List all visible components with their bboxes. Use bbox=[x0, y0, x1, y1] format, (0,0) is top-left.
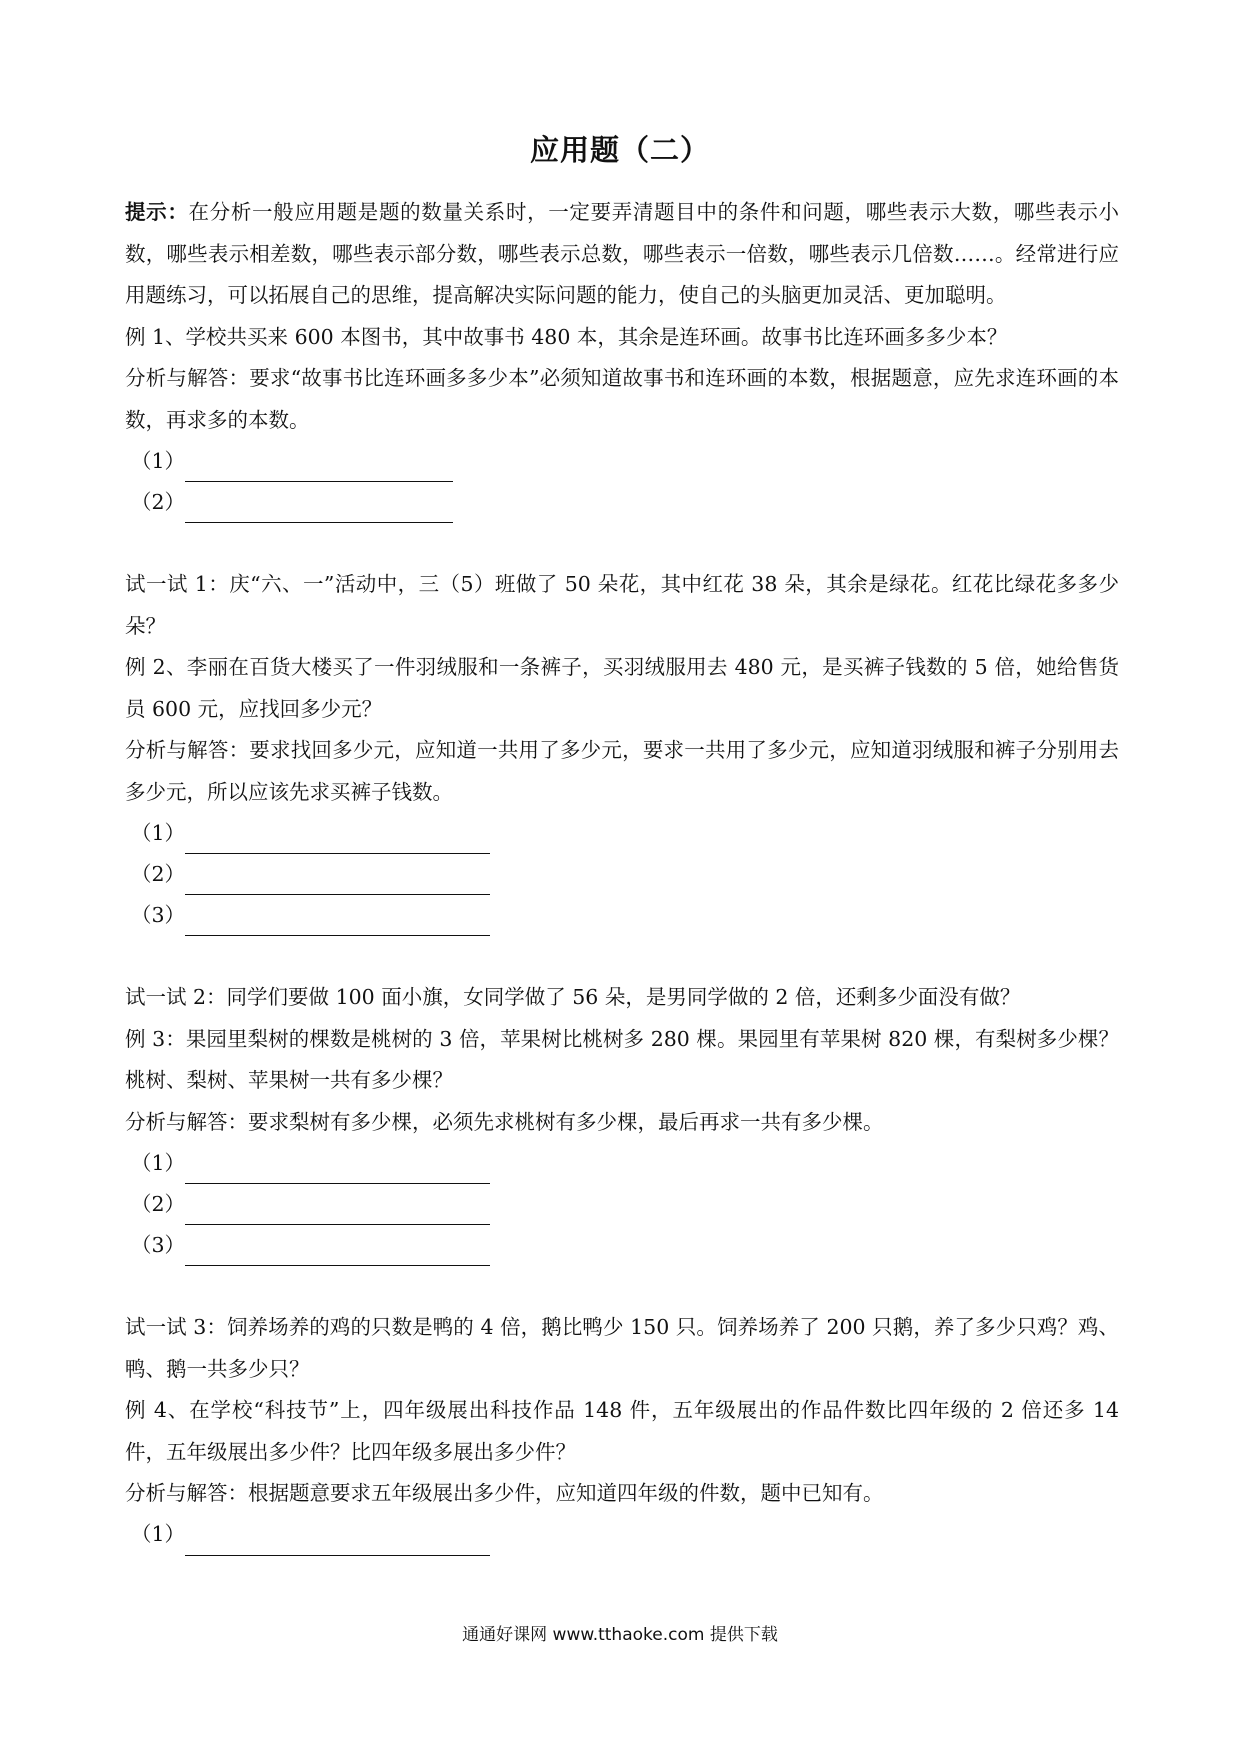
answer-blank bbox=[125, 813, 1119, 854]
blank-number: （2） bbox=[131, 861, 186, 886]
answer-blank bbox=[125, 1225, 1119, 1266]
blank-number: （2） bbox=[131, 489, 186, 514]
answer-line bbox=[185, 866, 490, 895]
example-4-analysis: 分析与解答：根据题意要求五年级展出多少件，应知道四年级的件数，题中已知有。 bbox=[125, 1481, 884, 1505]
page-footer: 通通好课网 www.tthaoke.com 提供下载 bbox=[462, 1625, 778, 1645]
example-4-question: 例 4、在学校“科技节”上，四年级展出科技作品 148 件，五年级展出的作品件数比四年级的 2 倍还多 14 件，五年级展出多少件？比四年级多展出多少件？ bbox=[125, 1398, 1119, 1464]
answer-line bbox=[185, 1527, 490, 1556]
answer-line bbox=[185, 1237, 490, 1266]
document-body bbox=[125, 192, 1119, 1556]
answer-blank bbox=[125, 895, 1119, 936]
answer-line bbox=[185, 1196, 490, 1225]
answer-line bbox=[185, 825, 490, 854]
try-2-question: 试一试 2：同学们要做 100 面小旗，女同学做了 56 朵，是男同学做的 2 倍，还剩多少面没有做？ bbox=[125, 985, 1021, 1009]
answer-blank bbox=[125, 1515, 1119, 1556]
answer-blank bbox=[125, 441, 1119, 482]
blank-number: （3） bbox=[131, 902, 186, 927]
blank-number: （2） bbox=[131, 1191, 186, 1216]
hint-paragraph bbox=[125, 192, 1119, 317]
answer-blank bbox=[125, 1143, 1119, 1184]
example-2-question: 例 2、李丽在百货大楼买了一件羽绒服和一条裤子，买羽绒服用去 480 元，是买裤子钱数的 5 倍，她给售货员 600 元，应找回多少元？ bbox=[125, 655, 1119, 721]
hint-label: 提示： bbox=[125, 200, 189, 224]
example-3-analysis: 分析与解答：要求梨树有多少棵，必须先求桃树有多少棵，最后再求一共有多少棵。 bbox=[125, 1109, 884, 1134]
hint-text: 在分析一般应用题是题的数量关系时，一定要弄清题目中的条件和问题，哪些表示大数，哪些表示小数，哪些表示相差数，哪些表示部分数，哪些表示总数，哪些表示一倍数，哪些表示几倍数……。经常进行应用题练习，可以拓展自己的思维，提高解决实际问题的能力，使自己的头脑更加灵活、更加聪明。 bbox=[125, 200, 1120, 307]
try-1-question: 试一试 1：庆“六、一”活动中，三（5）班做了 50 朵花，其中红花 38 朵，其余是绿花。红花比绿花多多少朵？ bbox=[125, 572, 1119, 638]
example-1-analysis: 分析与解答：要求“故事书比连环画多多少本”必须知道故事书和连环画的本数，根据题意，应先求连环画的本数，再求多的本数。 bbox=[125, 366, 1119, 432]
page-title: 应用题（二） bbox=[529, 133, 710, 167]
answer-blank bbox=[125, 482, 1119, 523]
answer-line bbox=[185, 907, 490, 936]
answer-line bbox=[185, 494, 453, 523]
answer-line bbox=[185, 453, 453, 482]
answer-blank bbox=[125, 1184, 1119, 1225]
answer-line bbox=[185, 1155, 490, 1184]
example-2-analysis: 分析与解答：要求找回多少元，应知道一共用了多少元，要求一共用了多少元，应知道羽绒服和裤子分别用去多少元，所以应该先求买裤子钱数。 bbox=[125, 738, 1119, 804]
example-1-question: 例 1、学校共买来 600 本图书，其中故事书 480 本，其余是连环画。故事书比连环画多多少本？ bbox=[125, 324, 1008, 349]
blank-number: （3） bbox=[131, 1232, 186, 1257]
answer-blank bbox=[125, 854, 1119, 895]
try-3-question: 试一试 3：饲养场养的鸡的只数是鸭的 4 倍，鹅比鸭少 150 只。饲养场养了 200 只鹅，养了多少只鸡？鸡、鸭、鹅一共多少只？ bbox=[125, 1315, 1119, 1381]
blank-number: （1） bbox=[131, 1522, 186, 1546]
blank-number: （1） bbox=[131, 448, 186, 473]
blank-number: （1） bbox=[131, 1150, 186, 1175]
example-3-question: 例 3：果园里梨树的棵数是桃树的 3 倍，苹果树比桃树多 280 棵。果园里有苹果树 820 棵，有梨树多少棵？桃树、梨树、苹果树一共有多少棵？ bbox=[125, 1026, 1119, 1092]
blank-number: （1） bbox=[131, 820, 186, 845]
